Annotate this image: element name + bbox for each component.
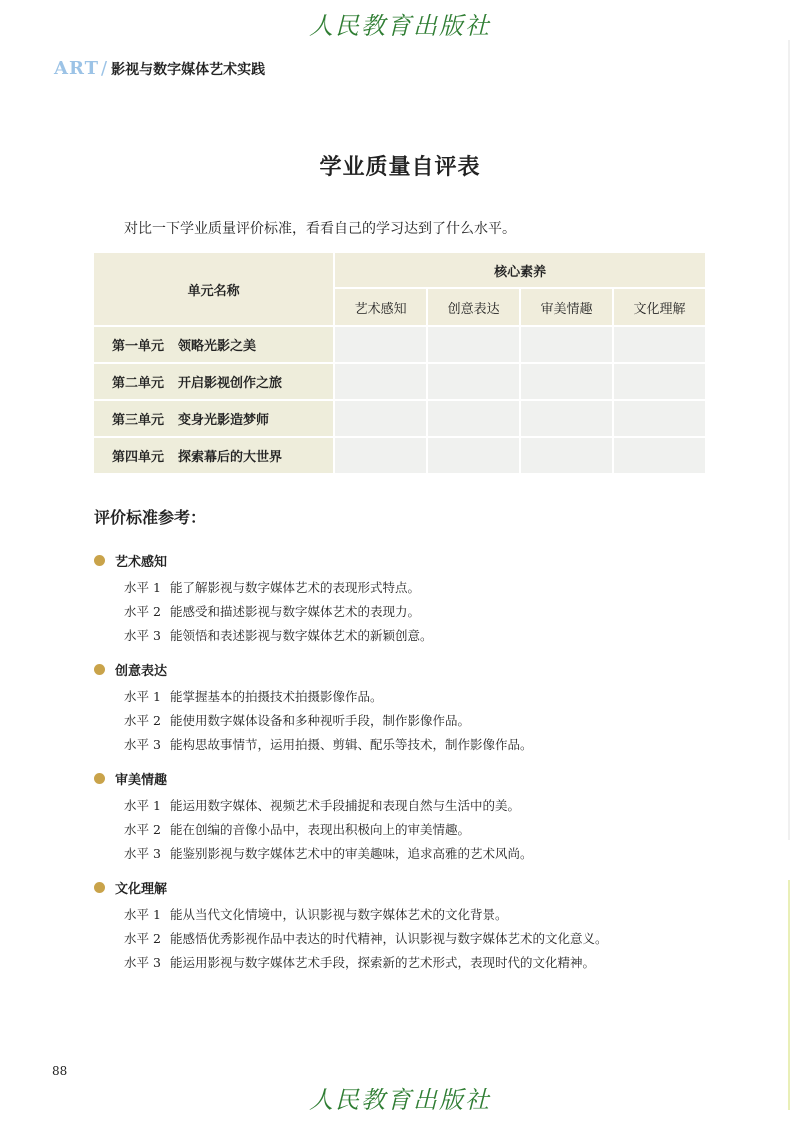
- rating-cell[interactable]: [614, 401, 707, 438]
- rating-cell[interactable]: [521, 401, 614, 438]
- level-line: 水平 1 能掌握基本的拍摄技术拍摄影像作品。: [124, 689, 383, 704]
- rating-cell[interactable]: [614, 364, 707, 401]
- criteria-heading: 评价标准参考：: [94, 508, 207, 527]
- table-row: [94, 401, 707, 438]
- publisher-logo-bottom: 人民教育出版社: [309, 1086, 491, 1114]
- core-literacy-header: 核心素养: [335, 253, 707, 289]
- header-slash: /: [101, 58, 108, 79]
- level-line: 水平 2 能在创编的音像小品中，表现出积极向上的审美情趣。: [124, 822, 471, 837]
- level-line: 水平 3 能构思故事情节，运用拍摄、剪辑、配乐等技术，制作影像作品。: [124, 737, 533, 752]
- rating-cell[interactable]: [614, 327, 707, 364]
- rating-cell[interactable]: [521, 438, 614, 475]
- bullet-dot-icon: [94, 555, 105, 566]
- level-line: 水平 1 能从当代文化情境中，认识影视与数字媒体艺术的文化背景。: [124, 907, 508, 922]
- table-row: [94, 364, 707, 401]
- criteria-title: 审美情趣: [94, 768, 714, 788]
- rating-cell[interactable]: [428, 438, 521, 475]
- page-title: 学业质量自评表: [319, 154, 481, 180]
- level-line: 水平 1 能了解影视与数字媒体艺术的表现形式特点。: [124, 580, 421, 595]
- art-label: ART: [54, 58, 100, 79]
- sub-header: 审美情趣: [521, 289, 614, 327]
- level-line: 水平 2 能感受和描述影视与数字媒体艺术的表现力。: [124, 604, 421, 619]
- table-row: [94, 438, 707, 475]
- bullet-dot-icon: [94, 882, 105, 893]
- unit-label: 第一单元 领略光影之美: [94, 327, 335, 364]
- criteria-section: [94, 659, 714, 757]
- rating-cell[interactable]: [428, 364, 521, 401]
- rating-cell[interactable]: [335, 327, 428, 364]
- criteria-title: 创意表达: [94, 659, 714, 679]
- rating-cell[interactable]: [335, 438, 428, 475]
- unit-name-header: 单元名称: [94, 253, 335, 327]
- bullet-dot-icon: [94, 664, 105, 675]
- level-line: 水平 1 能运用数字媒体、视频艺术手段捕捉和表现自然与生活中的美。: [124, 798, 521, 813]
- level-line: 水平 2 能感悟优秀影视作品中表达的时代精神，认识影视与数字媒体艺术的文化意义。: [124, 931, 608, 946]
- level-line: 水平 2 能使用数字媒体设备和多种视听手段，制作影像作品。: [124, 713, 471, 728]
- sub-header: 文化理解: [614, 289, 707, 327]
- criteria-title: 文化理解: [94, 877, 714, 897]
- criteria-title: 艺术感知: [94, 550, 714, 570]
- level-line: 水平 3 能鉴别影视与数字媒体艺术中的审美趣味，追求高雅的艺术风尚。: [124, 846, 533, 861]
- sub-header: 艺术感知: [335, 289, 428, 327]
- level-line: 水平 3 能领悟和表述影视与数字媒体艺术的新颖创意。: [124, 628, 433, 643]
- series-header: [54, 58, 265, 79]
- rating-cell[interactable]: [335, 364, 428, 401]
- unit-label: 第二单元 开启影视创作之旅: [94, 364, 335, 401]
- rating-cell[interactable]: [428, 327, 521, 364]
- sub-header: 创意表达: [428, 289, 521, 327]
- unit-label: 第四单元 探索幕后的大世界: [94, 438, 335, 475]
- rating-cell[interactable]: [614, 438, 707, 475]
- rating-cell[interactable]: [521, 327, 614, 364]
- intro-text: 对比一下学业质量评价标准，看看自己的学习达到了什么水平。: [124, 221, 516, 237]
- series-name: 影视与数字媒体艺术实践: [111, 62, 266, 78]
- unit-label: 第三单元 变身光影造梦师: [94, 401, 335, 438]
- right-margin-accent: [788, 880, 790, 1110]
- publisher-logo-top: 人民教育出版社: [309, 12, 491, 40]
- bullet-dot-icon: [94, 773, 105, 784]
- self-evaluation-table: [94, 253, 707, 475]
- level-line: 水平 3 能运用影视与数字媒体艺术手段，探索新的艺术形式，表现时代的文化精神。: [124, 955, 596, 970]
- criteria-section: [94, 550, 714, 648]
- page-number: 88: [52, 1064, 68, 1078]
- table-row: [94, 327, 707, 364]
- rating-cell[interactable]: [428, 401, 521, 438]
- rating-cell[interactable]: [521, 364, 614, 401]
- criteria-section: [94, 768, 714, 866]
- rating-cell[interactable]: [335, 401, 428, 438]
- criteria-section: [94, 877, 714, 975]
